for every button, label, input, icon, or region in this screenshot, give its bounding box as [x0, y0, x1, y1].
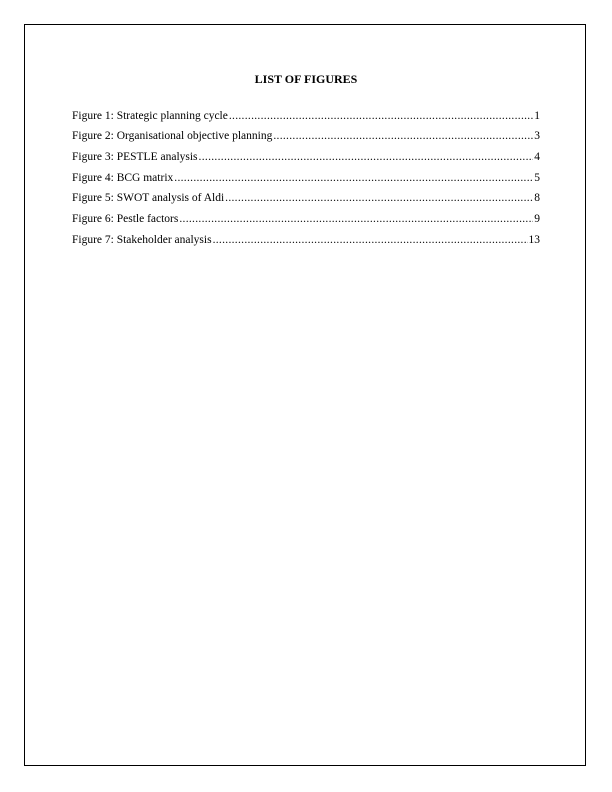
toc-entry-page-number: 8	[534, 192, 540, 205]
dot-leader	[229, 109, 533, 123]
toc-entry-figure-7[interactable]	[72, 226, 540, 247]
toc-entry-figure-2[interactable]	[72, 123, 540, 144]
dot-leader	[225, 191, 533, 205]
toc-entry-label: Figure 1: Strategic planning cycle	[72, 109, 228, 122]
toc-entry-label: Figure 2: Organisational objective planning	[72, 130, 273, 143]
dot-leader	[273, 129, 533, 143]
toc-entry-label: Figure 5: SWOT analysis of Aldi	[72, 192, 225, 205]
toc-entry-figure-1[interactable]	[72, 102, 540, 123]
toc-entry-page-number: 4	[534, 151, 540, 164]
dot-leader	[213, 233, 528, 247]
toc-entry-page-number: 3	[534, 130, 540, 143]
toc-entry-page-number: 5	[534, 171, 540, 184]
toc-entry-label: Figure 7: Stakeholder analysis	[72, 233, 212, 246]
dot-leader	[199, 150, 534, 164]
toc-entry-page-number: 13	[528, 233, 540, 246]
toc-entry-figure-6[interactable]	[72, 205, 540, 226]
toc-entry-page-number: 9	[534, 213, 540, 226]
toc-entry-figure-5[interactable]	[72, 185, 540, 206]
dot-leader	[179, 212, 533, 226]
toc-entry-figure-4[interactable]	[72, 164, 540, 185]
page-title: LIST OF FIGURES	[254, 72, 358, 86]
toc-entry-page-number: 1	[534, 109, 540, 122]
toc-entry-label: Figure 6: Pestle factors	[72, 213, 179, 226]
toc-entry-label: Figure 3: PESTLE analysis	[72, 151, 198, 164]
toc-entry-figure-3[interactable]	[72, 143, 540, 164]
dot-leader	[174, 171, 533, 185]
list-of-figures	[72, 102, 540, 247]
toc-entry-label: Figure 4: BCG matrix	[72, 171, 174, 184]
